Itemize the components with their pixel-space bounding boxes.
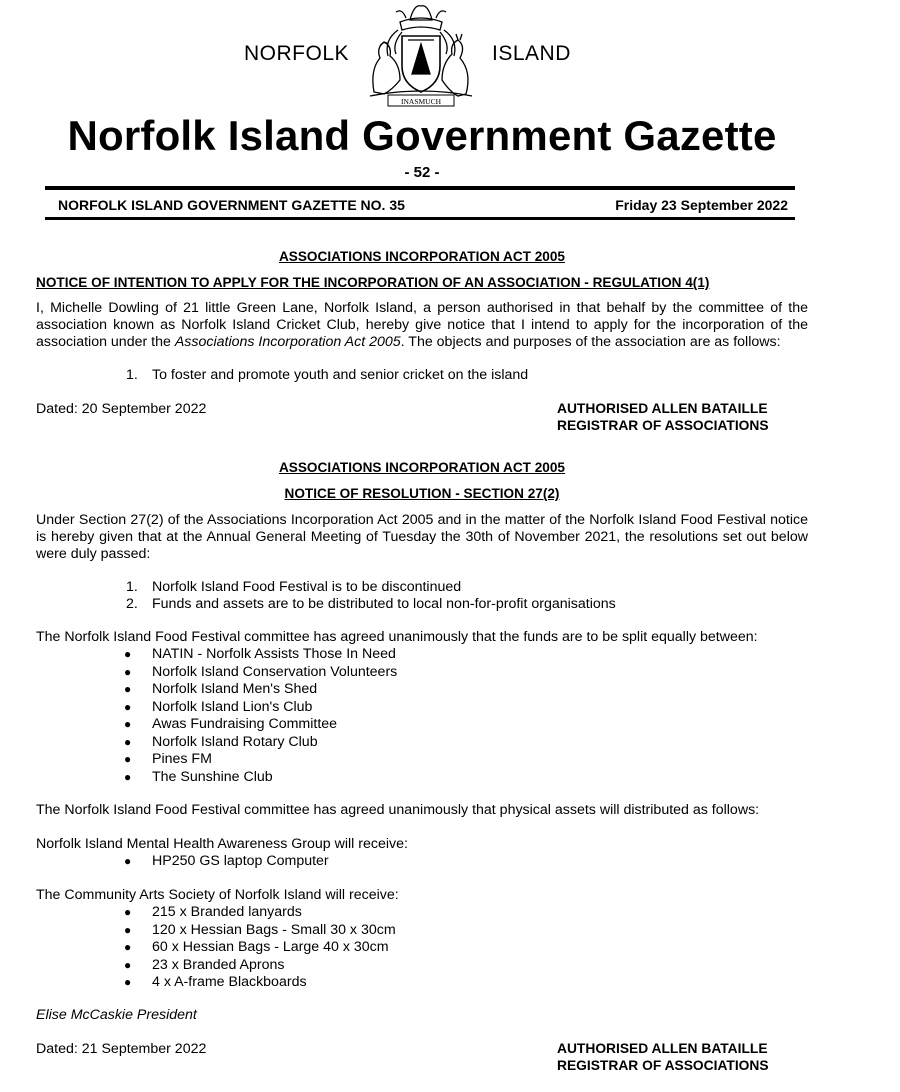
list-item xyxy=(124,699,312,715)
registrar-title: REGISTRAR OF ASSOCIATIONS xyxy=(557,418,769,434)
list-item xyxy=(124,769,273,785)
list-item xyxy=(126,367,528,383)
list-number: 1. xyxy=(126,579,138,595)
notice1-dated: Dated: 20 September 2022 xyxy=(36,401,207,417)
list-text: Norfolk Island Rotary Club xyxy=(152,734,318,750)
list-text: Norfolk Island Men's Shed xyxy=(152,681,318,697)
list-item xyxy=(124,681,317,697)
list-text: Pines FM xyxy=(152,751,212,767)
notice2-authorisation xyxy=(557,1040,769,1075)
notice1-body-text: I, Michelle Dowling of 21 little Green Lane, Norfolk Island, a person authorised in that behalf by the committee of the association known as Norfolk Island Cricket Club, hereby give notice that I intend to apply for the incorporation of the association under the xyxy=(36,300,808,351)
bullet-icon: ● xyxy=(124,752,132,766)
list-item xyxy=(124,853,329,869)
signatory: Elise McCaskie President xyxy=(36,1007,197,1023)
coat-of-arms-icon xyxy=(362,0,480,110)
authorised-by: AUTHORISED ALLEN BATAILLE xyxy=(557,401,768,416)
notice1-heading: NOTICE OF INTENTION TO APPLY FOR THE INCORPORATION OF AN ASSOCIATION - REGULATION 4(1) xyxy=(36,275,710,290)
list-text: Awas Fundraising Committee xyxy=(152,716,338,732)
list-text: Norfolk Island Conservation Volunteers xyxy=(152,664,398,680)
assets-intro: The Norfolk Island Food Festival committee has agreed unanimously that physical assets will distributed as follows: xyxy=(36,802,760,818)
masthead-norfolk: NORFOLK xyxy=(244,42,350,65)
notice1-authorisation xyxy=(557,400,769,435)
list-text: 120 x Hessian Bags - Small 30 x 30cm xyxy=(152,922,396,938)
registrar-title: REGISTRAR OF ASSOCIATIONS xyxy=(557,1058,769,1074)
bullet-icon: ● xyxy=(124,854,132,868)
bullet-icon: ● xyxy=(124,905,132,919)
list-item xyxy=(124,939,389,955)
list-text: The Sunshine Club xyxy=(152,769,273,785)
list-text: NATIN - Norfolk Assists Those In Need xyxy=(152,646,396,662)
list-text: Funds and assets are to be distributed to local non-for-profit organisations xyxy=(152,596,616,612)
list-item xyxy=(124,922,396,938)
list-text: 215 x Branded lanyards xyxy=(152,904,302,920)
notice1-body-text-end: . The objects and purposes of the association are as follows: xyxy=(400,334,781,351)
bullet-icon: ● xyxy=(124,923,132,937)
masthead-island: ISLAND xyxy=(492,42,571,65)
gazette-date: Friday 23 September 2022 xyxy=(615,197,788,213)
list-number: 1. xyxy=(126,367,138,383)
list-text: Norfolk Island Lion's Club xyxy=(152,699,313,715)
list-text: To foster and promote youth and senior cricket on the island xyxy=(152,367,529,383)
list-item xyxy=(124,751,212,767)
bullet-icon: ● xyxy=(124,647,132,661)
list-item xyxy=(126,596,616,612)
page-number: - 52 - xyxy=(404,164,440,181)
bullet-icon: ● xyxy=(124,958,132,972)
list-item xyxy=(124,974,307,990)
bottom-rule xyxy=(45,217,795,220)
crest-motto: INASMUCH xyxy=(400,97,442,106)
bullet-icon: ● xyxy=(124,940,132,954)
list-text: HP250 GS laptop Computer xyxy=(152,853,329,869)
funds-intro: The Norfolk Island Food Festival committee has agreed unanimously that the funds are to be split equally between: xyxy=(36,629,758,645)
notice1-body xyxy=(36,300,808,352)
group1-intro: Norfolk Island Mental Health Awareness Group will receive: xyxy=(36,836,408,852)
bullet-icon: ● xyxy=(124,770,132,784)
bullet-icon: ● xyxy=(124,975,132,989)
list-item xyxy=(124,734,318,750)
top-rule xyxy=(45,186,795,190)
notice1-body-act: Associations Incorporation Act 2005 xyxy=(174,334,401,351)
list-item xyxy=(124,904,302,920)
notice2-dated: Dated: 21 September 2022 xyxy=(36,1041,207,1057)
bullet-icon: ● xyxy=(124,735,132,749)
bullet-icon: ● xyxy=(124,700,132,714)
notice1-act-heading: ASSOCIATIONS INCORPORATION ACT 2005 xyxy=(278,249,565,264)
group2-intro: The Community Arts Society of Norfolk Island will receive: xyxy=(36,887,399,903)
list-text: 23 x Branded Aprons xyxy=(152,957,285,973)
list-item xyxy=(124,646,396,662)
notice2-heading: NOTICE OF RESOLUTION - SECTION 27(2) xyxy=(284,486,560,501)
notice2-act-heading: ASSOCIATIONS INCORPORATION ACT 2005 xyxy=(278,460,565,475)
list-item xyxy=(124,957,285,973)
list-text: 60 x Hessian Bags - Large 40 x 30cm xyxy=(152,939,389,955)
list-text: 4 x A-frame Blackboards xyxy=(152,974,307,990)
list-item xyxy=(126,579,461,595)
list-item xyxy=(124,664,397,680)
list-item xyxy=(124,716,337,732)
notice2-body: Under Section 27(2) of the Associations Incorporation Act 2005 and in the matter of the Norfolk Island Food Festival notice is hereby given that at the Annual General Meeting of Tuesday the 30th of November 2021, the resolutions set out below were duly passed: xyxy=(36,512,808,563)
list-text: Norfolk Island Food Festival is to be discontinued xyxy=(152,579,462,595)
bullet-icon: ● xyxy=(124,682,132,696)
gazette-number: NORFOLK ISLAND GOVERNMENT GAZETTE NO. 35 xyxy=(58,197,405,213)
bullet-icon: ● xyxy=(124,717,132,731)
bullet-icon: ● xyxy=(124,665,132,679)
authorised-by: AUTHORISED ALLEN BATAILLE xyxy=(557,1041,768,1056)
gazette-title: Norfolk Island Government Gazette xyxy=(67,112,777,159)
list-number: 2. xyxy=(126,596,138,612)
